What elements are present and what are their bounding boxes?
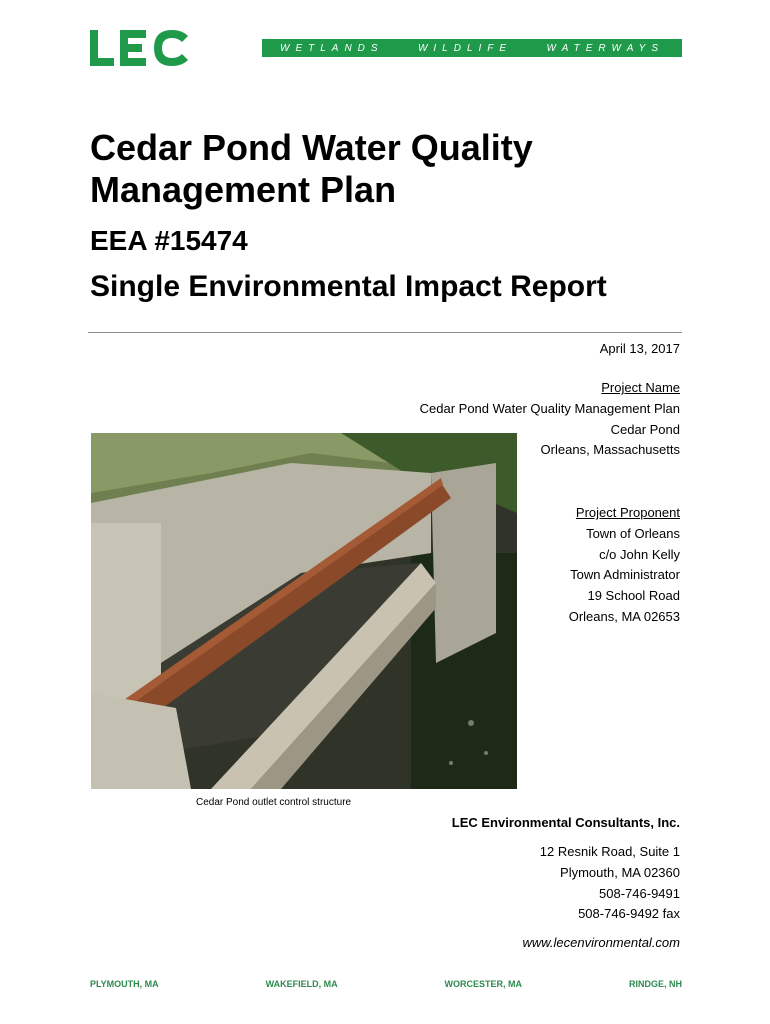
title-divider [88,332,682,333]
proponent-line: c/o John Kelly [599,546,680,562]
proponent-line: Town of Orleans [586,525,680,541]
project-line: Orleans, Massachusetts [540,442,680,458]
project-line: Cedar Pond Water Quality Management Plan [419,400,680,416]
consultant-line: 508-746-9491 [599,885,680,901]
proponent-heading: Project Proponent [575,505,680,520]
project-name-heading: Project Name [601,380,680,395]
project-proponent-block [569,503,680,628]
photo-caption: Cedar Pond outlet control structure [196,797,352,808]
proponent-line: 19 School Road [587,588,680,604]
consultant-name: LEC Environmental Consultants, Inc. [451,815,680,830]
consultant-line: Plymouth, MA 02360 [560,864,680,880]
eea-number: EEA #15474 [90,225,248,256]
office-wakefield: WAKEFIELD, MA [265,979,338,989]
consultant-address-block [540,842,680,925]
lec-logo [90,30,192,66]
tagline-wetlands: WETLANDS [280,42,384,54]
tagline-waterways: WATERWAYS [546,42,664,54]
project-line: Cedar Pond [610,421,680,437]
report-title: Cedar Pond Water Quality Management Plan [90,127,533,210]
tagline-bar [262,39,682,57]
office-plymouth: PLYMOUTH, MA [90,979,159,989]
report-date: April 13, 2017 [599,341,680,356]
outlet-structure-photo [91,433,517,789]
office-worcester: WORCESTER, MA [444,979,523,989]
office-rindge: RINDGE, NH [628,979,682,989]
website-link[interactable]: www.lecenvironmental.com [522,935,680,950]
tagline-wildlife: WILDLIFE [417,42,513,54]
consultant-line: 12 Resnik Road, Suite 1 [539,844,680,859]
footer-offices [90,979,682,993]
proponent-line: Town Administrator [570,567,680,583]
consultant-line: 508-746-9492 fax [578,906,680,922]
proponent-line: Orleans, MA 02653 [568,608,680,624]
report-type: Single Environmental Impact Report [90,270,607,303]
